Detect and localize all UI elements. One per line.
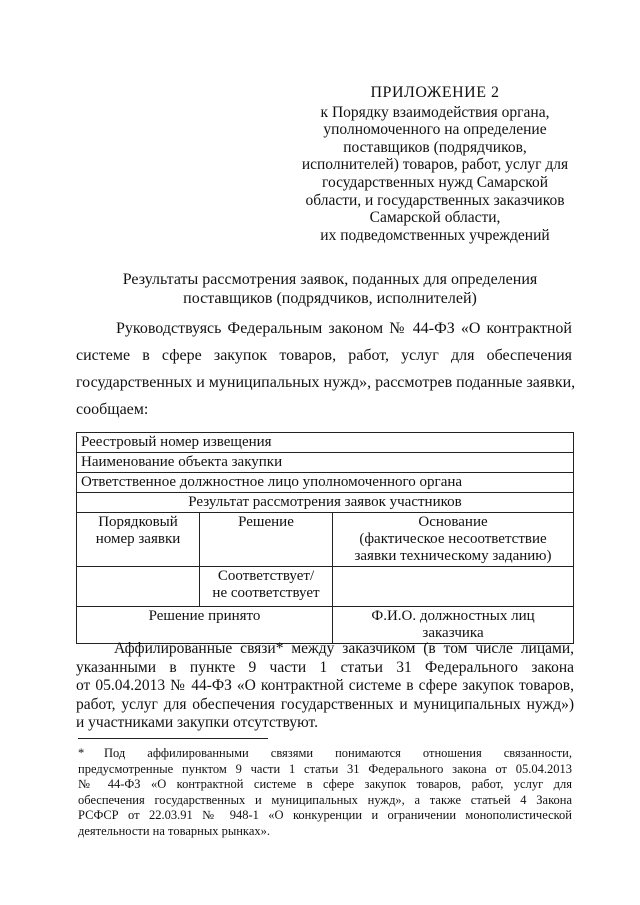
intro-line: Руководствуясь Федеральным законом № 44-ФЗ «О контрактной: [116, 320, 572, 337]
results-table: [76, 432, 574, 644]
footnote-line: предусмотренные пунктом 9 части 1 статьи 31 Федерального закона от 05.04.2013: [78, 761, 572, 776]
appendix-line: уполномоченного на определение: [323, 121, 547, 139]
basis-header-cell: [333, 513, 574, 567]
table-row: [77, 433, 574, 453]
number-header-cell: [77, 513, 200, 567]
registry-number-cell: Реестровый номер извещения: [77, 433, 574, 453]
affiliation-line: от 05.04.2013 № 44-ФЗ «О контрактной системе в сфере закупок товаров,: [76, 677, 574, 694]
appendix-line: поставщиков (подрядчиков,: [343, 138, 527, 156]
footnote-line: РСФСР от 22.03.91 № 948-1 «О конкуренции и ограничении монополистической: [78, 808, 572, 822]
appendix-line: Самарской области,: [369, 209, 501, 227]
number-header-line: номер заявки: [95, 531, 181, 547]
decision-header-cell: Решение: [200, 513, 333, 567]
basis-value-cell: [333, 567, 574, 607]
appendix-line: их подведомственных учреждений: [320, 226, 550, 244]
basis-header-line: (фактическое несоответствие: [359, 531, 547, 547]
result-header-cell: Результат рассмотрения заявок участников: [77, 493, 574, 513]
appendix-line: государственных нужд Самарской: [322, 173, 548, 191]
footnote-line: деятельности на товарных рынках».: [78, 823, 270, 838]
intro-line: сообщаем:: [76, 401, 149, 418]
heading-line: Результаты рассмотрения заявок, поданных для определения: [122, 271, 538, 288]
footnote: [78, 746, 572, 839]
table-row: [77, 513, 574, 567]
footnote-line: № 44-ФЗ «О контрактной системе в сфере закупок товаров, работ, услуг для: [78, 777, 572, 791]
table-row: [77, 453, 574, 473]
footnote-marker: *: [78, 746, 85, 760]
basis-header-line: заявки техническому заданию): [354, 548, 552, 564]
appendix-line: исполнителей) товаров, работ, услуг для: [301, 156, 569, 174]
table-row: [77, 473, 574, 493]
affiliation-line: Аффилированные связи* между заказчиком (в том числе лицами,: [114, 640, 574, 657]
footnote-divider: [78, 738, 268, 739]
intro-paragraph: [76, 315, 576, 423]
number-value-cell: [77, 567, 200, 607]
decision-value-line: Соответствует/: [217, 568, 315, 584]
appendix-title: ПРИЛОЖЕНИЕ 2: [370, 84, 500, 101]
basis-header-line: Основание: [418, 514, 488, 530]
officials-line: заказчика: [422, 625, 484, 641]
affiliation-line: и участниками закупки отсутствуют.: [76, 714, 318, 731]
table-row: [77, 607, 574, 644]
decision-value-cell: [200, 567, 333, 607]
object-name-cell: Наименование объекта закупки: [77, 453, 574, 473]
affiliation-line: работ, услуг для обеспечения государственных и муниципальных нужд»): [76, 695, 574, 713]
affiliation-paragraph: [76, 640, 574, 733]
appendix-line: к Порядку взаимодействия органа,: [320, 103, 550, 121]
table-row: [77, 567, 574, 607]
responsible-cell: Ответственное должностное лицо уполномоченного органа: [77, 473, 574, 493]
intro-line: государственных и муниципальных нужд», рассмотрев поданные заявки,: [76, 374, 576, 391]
officials-cell: [333, 607, 574, 644]
footnote-line: [78, 746, 572, 762]
decision-made-cell: Решение принято: [77, 607, 333, 644]
table-row: [77, 493, 574, 513]
footnote-first-text: Под аффилированными связями понимаются отношения связанности,: [104, 746, 572, 760]
number-header-line: Порядковый: [98, 514, 178, 530]
heading-line: поставщиков (подрядчиков, исполнителей): [183, 290, 477, 307]
appendix-line: области, и государственных заказчиков: [305, 191, 565, 209]
officials-line: Ф.И.О. должностных лиц: [371, 608, 535, 624]
document-heading: [90, 270, 570, 308]
appendix-block: [290, 84, 580, 244]
decision-value-line: не соответствует: [212, 585, 320, 601]
affiliation-line: указанными в пункте 9 части 1 статьи 31 Федерального закона: [76, 658, 574, 676]
footnote-line: обеспечения государственных и муниципальных нужд», а также статьей 4 Закона: [78, 792, 572, 807]
intro-line: системе в сфере закупок товаров, работ, услуг для обеспечения: [76, 347, 572, 364]
